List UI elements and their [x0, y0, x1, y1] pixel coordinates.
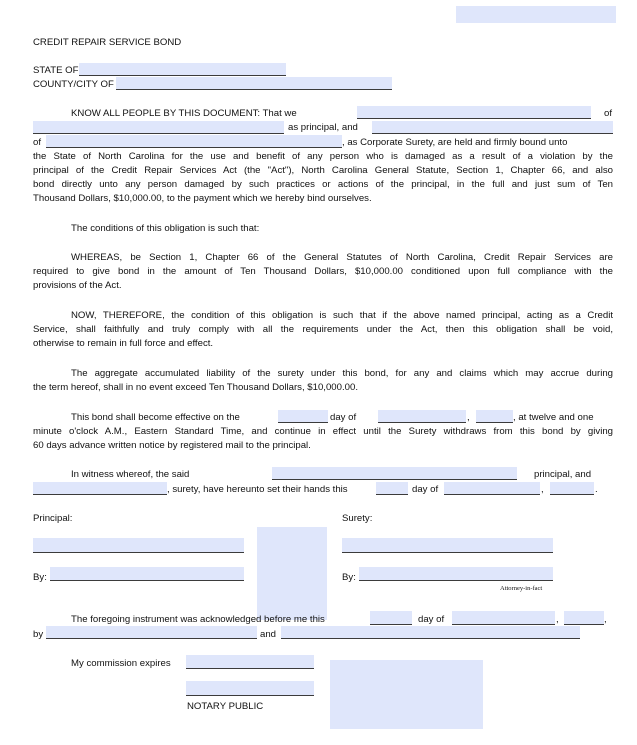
- whereas-paragraph: [33, 251, 613, 293]
- know-paragraph: [33, 150, 613, 206]
- text-line: provisions of the Act.: [33, 280, 122, 291]
- witness-principal-field[interactable]: [272, 467, 517, 480]
- text-line: WHEREAS, be Section 1, Chapter 66 of the General Statutes of North Carolina, Credit Repair Services are: [71, 252, 613, 263]
- period: .: [595, 484, 598, 495]
- effective-day-field[interactable]: [278, 410, 328, 423]
- effective-paragraph: [33, 425, 613, 453]
- county-label: COUNTY/CITY OF: [33, 79, 114, 90]
- text-line: required to give bond in the amount of Ten Thousand Dollars, $10,000.00 conditioned upon full compliance with the: [33, 266, 613, 277]
- now-therefore-paragraph: [33, 309, 613, 351]
- text-line: Thousand Dollars, $10,000.00, to the payment which we hereby bind ourselves.: [33, 193, 372, 204]
- witness-surety-field[interactable]: [33, 482, 167, 495]
- text-line: bond directly unto any person damaged by such practices or actions of the principal, in the full and just sum of Ten: [33, 179, 613, 190]
- attorney-in-fact-label: Attorney-in-fact: [500, 585, 543, 592]
- effective-label-b: day of: [330, 412, 357, 423]
- by-label-principal: By:: [33, 572, 47, 583]
- surety-address-field[interactable]: [46, 135, 342, 148]
- principal-name-field[interactable]: [357, 106, 591, 119]
- principal-label: Principal:: [33, 513, 73, 524]
- conditions-heading: The conditions of this obligation is such that:: [71, 223, 260, 234]
- text-line: Service, shall faithfully and truly comply with all the requirements under the Act, then this obligation shall be void,: [33, 324, 613, 335]
- by-label-surety: By:: [342, 572, 356, 583]
- principal-name-signature-field[interactable]: [33, 538, 244, 553]
- comma: ,: [556, 614, 559, 625]
- know-lead: KNOW ALL PEOPLE BY THIS DOCUMENT: That we: [71, 108, 297, 119]
- top-right-field[interactable]: [456, 6, 616, 23]
- ack-month-field[interactable]: [452, 611, 555, 625]
- surety-clause: , as Corporate Surety, are held and firmly bound unto: [342, 137, 568, 148]
- text-line: minute o'clock A.M., Eastern Standard Time, and continue in effect until the Surety withdraws from this bond by giving: [33, 426, 613, 437]
- county-field[interactable]: [116, 77, 392, 90]
- ack-label-b: day of: [418, 614, 445, 625]
- comma: ,: [604, 614, 607, 625]
- principal-address-field[interactable]: [33, 121, 284, 134]
- notary-public-label: NOTARY PUBLIC: [187, 701, 264, 712]
- witness-label-b: principal, and: [534, 469, 592, 480]
- document-title: CREDIT REPAIR SERVICE BOND: [33, 37, 182, 48]
- text-line: the State of North Carolina for the use and benefit of any person who is damaged as a result of a violation by the: [33, 151, 613, 162]
- notary-seal-box[interactable]: [330, 660, 483, 729]
- surety-name-signature-field[interactable]: [342, 538, 553, 553]
- witness-label-d: day of: [412, 484, 439, 495]
- effective-label-c: , at twelve and one: [513, 412, 594, 423]
- ack-label-a: The foregoing instrument was acknowledged before me this: [71, 614, 325, 625]
- principal-by-field[interactable]: [50, 567, 244, 581]
- witness-day-field[interactable]: [376, 482, 408, 495]
- text-line: the term hereof, shall in no event exceed Ten Thousand Dollars, $10,000.00.: [33, 382, 358, 393]
- by-ack-label: by: [33, 629, 44, 640]
- ack-day-field[interactable]: [370, 611, 412, 625]
- of-label-2: of: [33, 137, 42, 148]
- state-label: STATE OF: [33, 65, 79, 76]
- ack-year-field[interactable]: [564, 611, 604, 625]
- witness-label-c: , surety, have hereunto set their hands this: [167, 484, 348, 495]
- comma: ,: [541, 484, 544, 495]
- aggregate-paragraph: [33, 367, 613, 395]
- text-line: 60 days advance written notice by registered mail to the principal.: [33, 440, 311, 451]
- notary-signature-field[interactable]: [186, 681, 314, 696]
- text-line: The aggregate accumulated liability of the surety under this bond, for any and claims which may accrue during: [71, 368, 613, 379]
- ack-by-field[interactable]: [46, 626, 257, 639]
- effective-month-field[interactable]: [378, 410, 466, 423]
- surety-label: Surety:: [342, 513, 373, 524]
- state-field[interactable]: [79, 63, 286, 76]
- text-line: otherwise to remain in full force and effect.: [33, 338, 214, 349]
- surety-by-field[interactable]: [359, 567, 553, 581]
- seal-box[interactable]: [257, 527, 327, 620]
- as-principal-label: as principal, and: [288, 122, 358, 133]
- text-line: NOW, THEREFORE, the condition of this obligation is such that if the above named principal, acting as a Credit: [71, 310, 613, 321]
- ack-and-field[interactable]: [281, 626, 580, 639]
- surety-name-field[interactable]: [372, 121, 613, 134]
- commission-expires-field[interactable]: [186, 655, 314, 669]
- of-label-1: of: [604, 108, 613, 119]
- effective-year-field[interactable]: [476, 410, 513, 423]
- witness-month-field[interactable]: [444, 482, 540, 495]
- witness-year-field[interactable]: [550, 482, 594, 495]
- commission-label: My commission expires: [71, 658, 171, 669]
- comma: ,: [467, 412, 470, 423]
- text-line: principal of the Credit Repair Services Act (the "Act"), North Carolina General Statute, Section 1, Chapter 66, and also: [33, 165, 613, 176]
- witness-label-a: In witness whereof, the said: [71, 469, 190, 480]
- effective-label-a: This bond shall become effective on the: [71, 412, 240, 423]
- and-label: and: [260, 629, 277, 640]
